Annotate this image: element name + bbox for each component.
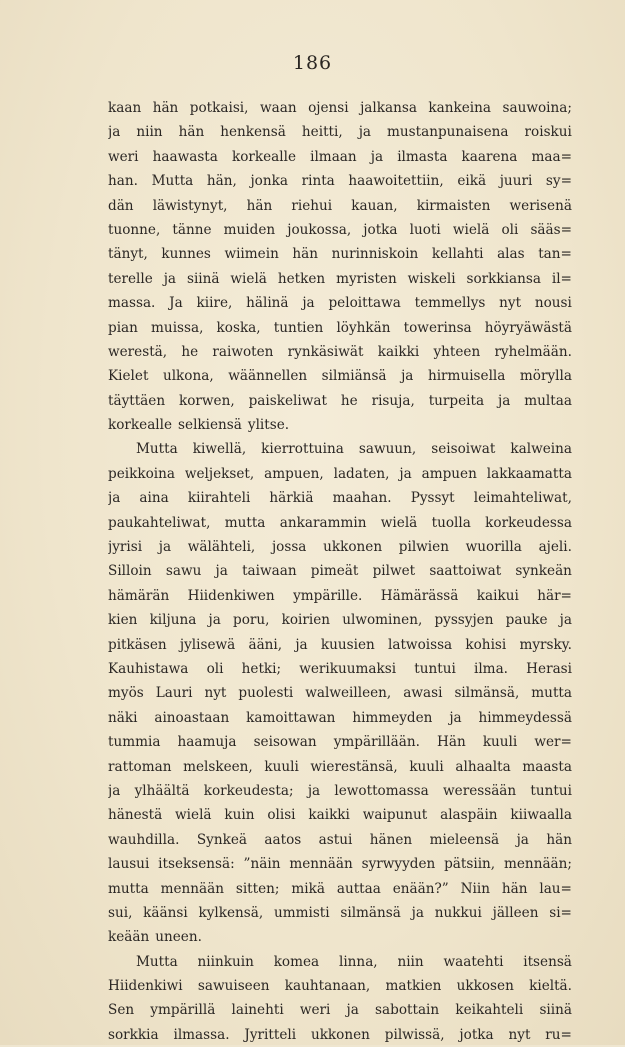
text-line: mutta mennään sitten; mikä auttaa enään?” Niin hän lau= xyxy=(108,880,572,897)
text-line: weri haawasta korkealle ilmaan ja ilmasta kaarena maa= xyxy=(108,148,572,165)
text-line: Kielet ulkona, wäännellen silmiänsä ja hirmuisella mörylla xyxy=(108,368,572,385)
text-line: näki ainoastaan kamoittawan himmeyden ja himmeydessä xyxy=(108,709,572,726)
text-line: ja ylhäältä korkeudesta; ja lewottomassa weressään tuntui xyxy=(108,782,572,799)
text-line: pian muissa, koska, tuntien löyhkän towerinsa höyryäwästä xyxy=(108,319,572,336)
text-line: Mutta niinkuin komea linna, niin waatehti itsensä xyxy=(136,953,572,970)
text-line: tuonne, tänne muiden joukossa, jotka luoti wielä oli sääs= xyxy=(108,221,572,238)
text-line: pitkäsen jylisewä ääni, ja kuusien latwoissa kohisi myrsky. xyxy=(108,636,572,653)
text-line: Sen ympärillä lainehti weri ja sabottain keikahteli siinä xyxy=(108,1002,572,1019)
text-line: jyrisi ja wälähteli, jossa ukkonen pilwien wuorilla ajeli. xyxy=(108,539,572,556)
text-line: kien kiljuna ja poru, koirien ulwominen, pyssyjen pauke ja xyxy=(108,612,572,629)
text-line: tänyt, kunnes wiimein hän nurinniskoin kellahti alas tan= xyxy=(108,246,572,263)
text-line: Hiidenkiwi sawuiseen kauhtanaan, matkien ukkosen kieltä. xyxy=(108,978,572,995)
text-line: ja aina kiirahteli härkiä maahan. Pyssyt leimahteliwat, xyxy=(108,490,572,507)
text-line: täyttäen korwen, paiskeliwat he risuja, turpeita ja multaa xyxy=(108,392,572,409)
text-line: myös Lauri nyt puolesti walweilleen, awasi silmänsä, mutta xyxy=(108,685,572,702)
text-line: wauhdilla. Synkeä aatos astui hänen mieleensä ja hän xyxy=(108,831,572,848)
text-line: massa. Ja kiire, hälinä ja peloittawa temmellys nyt nousi xyxy=(108,295,572,312)
body-text xyxy=(108,96,572,1047)
text-line: hämärän Hiidenkiwen ympärille. Hämärässä kaikui här= xyxy=(108,587,572,604)
text-line: ja niin hän henkensä heitti, ja mustanpunaisena roiskui xyxy=(108,124,572,141)
text-line: terelle ja siinä wielä hetken myristen wiskeli sorkkiansa il= xyxy=(108,270,572,287)
text-line: tummia haamuja seisowan ympärillään. Hän kuuli wer= xyxy=(108,734,572,751)
text-line: Mutta kiwellä, kierrottuina sawuun, seisoiwat kalweina xyxy=(136,441,572,458)
text-line: hänestä wielä kuin olisi kaikki waipunut alaspäin kiiwaalla xyxy=(108,807,572,824)
text-line: rattoman melskeen, kuuli wierestänsä, kuuli alhaalta maasta xyxy=(108,758,572,775)
page-number: 186 xyxy=(292,52,333,74)
text-line: Silloin sawu ja taiwaan pimeät pilwet saattoiwat synkeän xyxy=(108,563,572,580)
text-line: werestä, he raiwoten rynkäsiwät kaikki yhteen ryhelmään. xyxy=(108,343,572,360)
text-line: paukahteliwat, mutta ankarammin wielä tuolla korkeudessa xyxy=(108,514,572,531)
text-line: han. Mutta hän, jonka rinta haawoitettiin, eikä juuri sy= xyxy=(108,173,572,190)
text-line: korkealle selkiensä ylitse. xyxy=(108,417,290,434)
text-line: lausui itseksensä: ”näin mennään syrwyyden pätsiin, mennään; xyxy=(108,856,572,873)
text-line: sui, käänsi kylkensä, ummisti silmänsä ja nukkui jälleen si= xyxy=(108,904,572,921)
text-line: sorkkia ilmassa. Jyritteli ukkonen pilwissä, jotka nyt ru= xyxy=(108,1026,572,1043)
text-line: dän läwistynyt, hän riehui kauan, kirmaisten werisenä xyxy=(108,197,572,214)
text-line: Kauhistawa oli hetki; werikuumaksi tuntui ilma. Herasi xyxy=(108,660,572,677)
text-line: kaan hän potkaisi, waan ojensi jalkansa kankeina sauwoina; xyxy=(108,100,572,116)
text-line: keään uneen. xyxy=(108,929,202,946)
text-line: peikkoina weljekset, ampuen, ladaten, ja ampuen lakkaamatta xyxy=(108,465,572,482)
